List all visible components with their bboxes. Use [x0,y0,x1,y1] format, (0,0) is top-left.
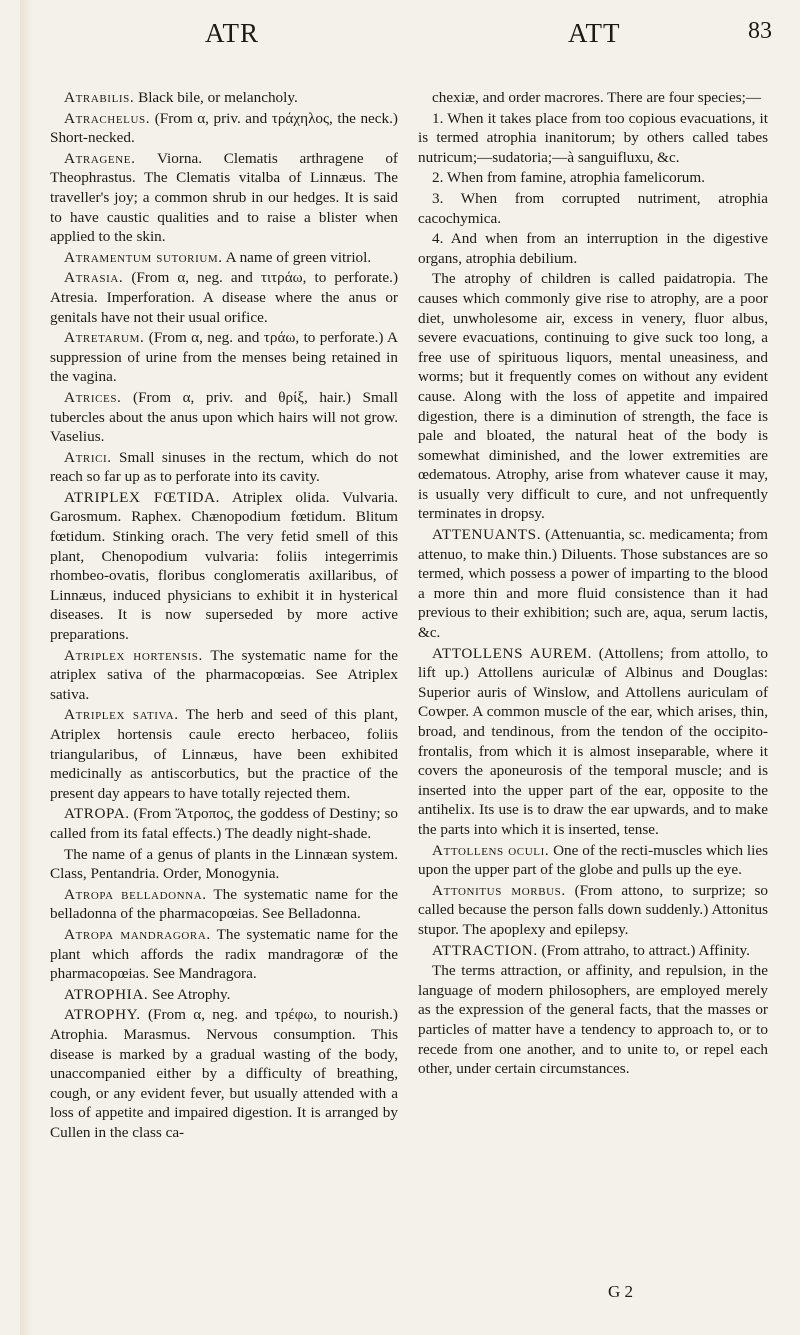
dictionary-entry [418,168,768,188]
dictionary-entry [418,109,768,168]
entry-text: Black bile, or melancholy. [134,89,298,106]
entry-text: 2. When from famine, atrophia famelicorum. [432,169,705,187]
dictionary-entry [50,885,398,924]
dictionary-entry [418,525,768,643]
entry-headword: Atragene. [64,149,136,167]
dictionary-entry [418,189,768,228]
entry-text: The systematic name for the atriplex sativa of the pharmacopœias. See Atriplex sativa. [50,646,398,703]
entry-text: Small sinuses in the rectum, which do not reach so far up as to perforate into its cavity. [50,448,398,486]
entry-text: (From α, neg. and τράω, to perforate.) A suppression of urine from the menses being retained in the vagina. [50,329,398,386]
dictionary-entry [418,88,768,108]
entry-text: chexiæ, and order macrores. There are four species;— [432,89,762,106]
entry-headword: Atropa mandragora. [64,925,211,943]
dictionary-entry [50,804,398,843]
signature-mark: G 2 [608,1282,634,1301]
dictionary-entry [50,646,398,705]
entry-headword: Atrabilis. [64,89,135,106]
page-edge-shadow [20,0,32,1335]
entry-text: Viorna. Clematis arthragene of Theophrastus. The Clematis vitalba of Linnæus. The traveller's joy; a common shrub in our hedges. It is said to have caustic qualities and to raise a blister when applied to the skin. [50,149,398,246]
dictionary-entry [418,841,768,880]
entry-headword: Atretarum. [64,329,145,347]
dictionary-entry [50,88,398,108]
entry-text: One of the recti-muscles which lies upon the upper part of the globe and pulls up the eye. [418,841,769,879]
entry-headword: Atropa belladonna. [64,885,207,903]
page-number: 83 [748,18,772,44]
entry-text: (From α, priv. and τράχηλος, the neck.) Short-necked. [50,109,398,147]
dictionary-entry [418,961,768,1079]
entry-text: See Atrophy. [148,985,231,1003]
entry-headword: Atrices. [64,388,122,406]
left-column [50,88,398,1143]
dictionary-entry [418,269,768,524]
right-column [418,88,768,1080]
entry-headword: ATTENUANTS. [432,526,542,544]
entry-text: The terms attraction, or affinity, and repulsion, in the language of modern philosophers, are employed merely as the expression of the general facts, that the masses or particles of matter have a tendency to approach to, or to recede from one another, and to unite to, or repel each other, under certain circumstances. [418,962,768,1078]
dictionary-entry [50,448,398,487]
entry-text: The atrophy of children is called paidatropia. The causes which commonly give rise to atrophy, are a poor diet, unwholesome air, excess in venery, fluor albus, severe evacuations, continuing to give suck too long, a free use of spirituous liquors, mental uneasiness, and worms; but it frequently comes on without any evident cause. Along with the loss of appetite and impaired digestion, there is a diminution of strength, the face is pale and bloated, the natural heat of the body is somewhat diminished, and the lower extremities are œdematous. Atrophy, arise from whatever cause it may, is usually very difficult to cure, and not unfrequently terminates in dropsy. [418,270,768,523]
dictionary-entry [50,488,398,645]
header-right: ATT [568,18,621,48]
entry-text: 4. And when from an interruption in the digestive organs, atrophia debilium. [418,230,768,267]
entry-text: The systematic name for the plant which affords the radix mandragoræ of the pharmacopœias. See Mandragora. [50,925,398,983]
dictionary-entry [50,388,398,447]
dictionary-entry [418,229,768,268]
entry-headword: Attonitus morbus. [432,881,566,899]
entry-headword: Atrachelus. [64,109,151,127]
entry-text: The herb and seed of this plant, Atriplex hortensis caule erecto herbaceo, foliis triangularibus, of Linnæus, have been exhibited medicinally as antiscorbutics, but the practice of the present day appears to have totally rejected them. [50,706,399,802]
entry-text: The name of a genus of plants in the Linnæan system. Class, Pentandria. Order, Monogynia. [50,845,398,883]
dictionary-entry [418,644,768,840]
entry-headword: ATRIPLEX FŒTIDA. [64,488,221,506]
entry-text: 1. When it takes place from too copious evacuations, it is termed atrophia inanitorum; by others called tabes nutricum;—sudatoria;—à sanguifluxu, &c. [418,109,768,166]
dictionary-entry [50,985,398,1005]
entry-text: (From Ἄτροπος, the goddess of Destiny; so called from its fatal effects.) The deadly night-shade. [50,805,398,842]
entry-text: Atriplex olida. Vulvaria. Garosmum. Raphex. Chænopodium fœtidum. Blitum fœtidum. Stinking orach. The very fetid smell of this plant, Chenopodium vulvaria: foliis integerrimis rhombeo-ovatis, floribus conglomeratis axillaribus, of Linnæus, induced physicians to exhibit it in hysterical diseases. It is now superseded by more active preparations. [50,488,398,644]
entry-text: (From attono, to surprize; so called because the person falls down suddenly.) Attonitus stupor. The apoplexy and epilepsy. [418,881,769,938]
entry-headword: ATROPHIA. [64,985,149,1003]
dictionary-entry [50,1005,398,1142]
entry-text: (From attraho, to attract.) Affinity. [537,941,750,959]
dictionary-entry [50,109,398,148]
dictionary-entry [50,925,398,984]
dictionary-entry [50,268,398,327]
header-left: ATR [205,18,260,48]
dictionary-entry [50,248,398,268]
entry-text: The systematic name for the belladonna of the pharmacopœias. See Belladonna. [50,885,398,923]
entry-headword: ATTOLLENS AUREM. [432,644,592,662]
entry-headword: Atramentum sutorium. [64,248,223,266]
dictionary-entry [418,941,768,961]
entry-text: (From α, neg. and τρέφω, to nourish.) Atrophia. Marasmus. Nervous consumption. This disease is marked by a gradual wasting of the body, unaccompanied either by a difficulty of breathing, cough, or any evident fever, but usually attended with a loss of appetite and impaired digestion. It is arranged by Cullen in the class ca- [50,1006,398,1141]
dictionary-entry [50,149,398,247]
entry-text: (From α, neg. and τιτράω, to perforate.) Atresia. Imperforation. A disease where the anus or genitals have not their usual orifice. [50,269,398,326]
entry-text: (Attenuantia, sc. medicamenta; from attenuo, to make thin.) Diluents. Those substances are so termed, which possess a power of imparting to the blood a more thin and more fluid consistence than it had previous to their exhibition; such are, aqua, serum lactis, &c. [418,526,768,642]
entry-headword: Atrici. [64,448,112,466]
entry-headword: ATROPA. [64,805,130,823]
entry-headword: ATTRACTION. [432,941,538,959]
entry-headword: Atrasia. [64,269,124,287]
entry-text: A name of green vitriol. [222,248,372,266]
entry-headword: Attollens oculi. [432,841,550,859]
entry-headword: Atriplex hortensis. [64,646,203,664]
dictionary-entry [418,881,768,940]
dictionary-entry [50,845,398,884]
dictionary-entry [50,705,398,803]
entry-text: 3. When from corrupted nutriment, atrophia cacochymica. [418,189,768,227]
entry-text: (From α, priv. and θρίξ, hair.) Small tubercles about the anus upon which hairs will not grow. Vaselius. [50,388,398,446]
entry-headword: Atriplex sativa. [64,706,179,724]
running-header [0,18,800,68]
entry-text: (Attollens; from attollo, to lift up.) Attollens auriculæ of Albinus and Douglas: Superior auris of Winslow, and Attollens auriculam of Cowper. A common muscle of the ear, which arises, thin, broad, and tendinous, from the tendon of the occipito-frontalis, from which it is almost inseparable, where it covers the aponeurosis of the temporal muscle; and is inserted into the upper part of the ear, opposite to the antihelix. Its use is to draw the ear upwards, and to make the parts into which it is inserted, tense. [418,644,768,838]
dictionary-entry [50,328,398,387]
entry-headword: ATROPHY. [64,1006,141,1024]
